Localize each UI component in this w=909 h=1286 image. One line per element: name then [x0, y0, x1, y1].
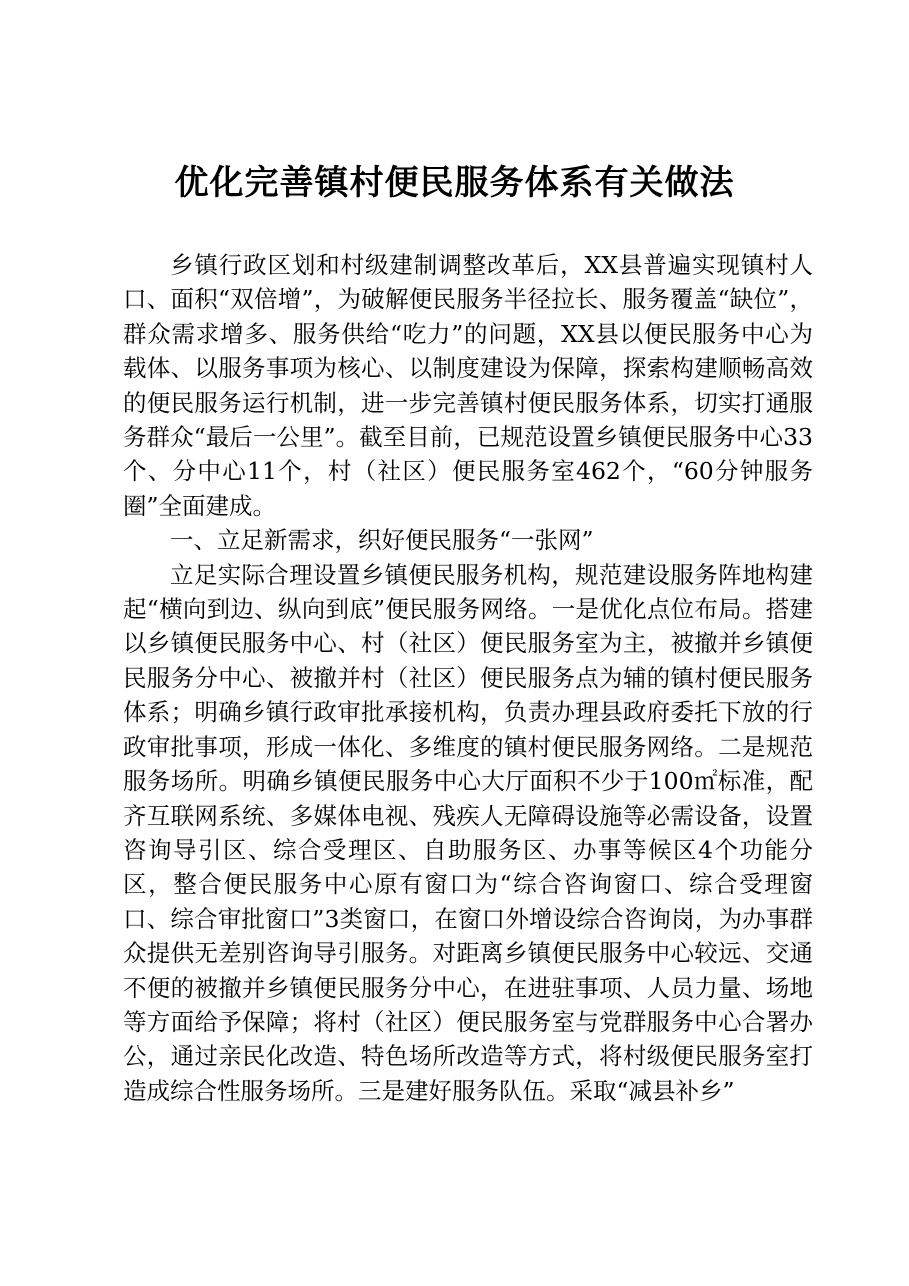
- paragraph-section-1: 立足实际合理设置乡镇便民服务机构，规范建设服务阵地构建起“横向到边、纵向到底”便民服务网络。一是优化点位布局。搭建以乡镇便民服务中心、村（社区）便民服务室为主，被撤并乡镇便民服务分中心、被撤并村（社区）便民服务点为辅的镇村便民服务体系；明确乡镇行政审批承接机构，负责办理县政府委托下放的行政审批事项，形成一体化、多维度的镇村便民服务网络。二是规范服务场所。明确乡镇便民服务中心大厅面积不少于100㎡标准，配齐互联网系统、多媒体电视、残疾人无障碍设施等必需设备，设置咨询导引区、综合受理区、自助服务区、办事等候区4个功能分区，整合便民服务中心原有窗口为“综合咨询窗口、综合受理窗口、综合审批窗口”3类窗口，在窗口外增设综合咨询岗，为办事群众提供无差别咨询导引服务。对距离乡镇便民服务中心较远、交通不便的被撤并乡镇便民服务分中心，在进驻事项、人员力量、场地等方面给予保障；将村（社区）便民服务室与党群服务中心合署办公，通过亲民化改造、特色场所改造等方式，将村级便民服务室打造成综合性服务场所。三是建好服务队伍。采取“减县补乡”: [123, 560, 813, 1105]
- document-body: [123, 248, 813, 1108]
- paragraph-intro: 乡镇行政区划和村级建制调整改革后，XX县普遍实现镇村人口、面积“双倍增”，为破解便民服务半径拉长、服务覆盖“缺位”，群众需求增多、服务供给“吃力”的问题，XX县以便民服务中心为载体、以服务事项为核心、以制度建设为保障，探索构建顺畅高效的便民服务运行机制，进一步完善镇村便民服务体系，切实打通服务群众“最后一公里”。截至目前，已规范设置乡镇便民服务中心33个、分中心11个，村（社区）便民服务室462个，“60分钟服务圈”全面建成。: [123, 251, 813, 520]
- document-title: 优化完善镇村便民服务体系有关做法: [174, 163, 735, 203]
- section-heading-1: 一、立足新需求，织好便民服务“一张网”: [170, 526, 594, 555]
